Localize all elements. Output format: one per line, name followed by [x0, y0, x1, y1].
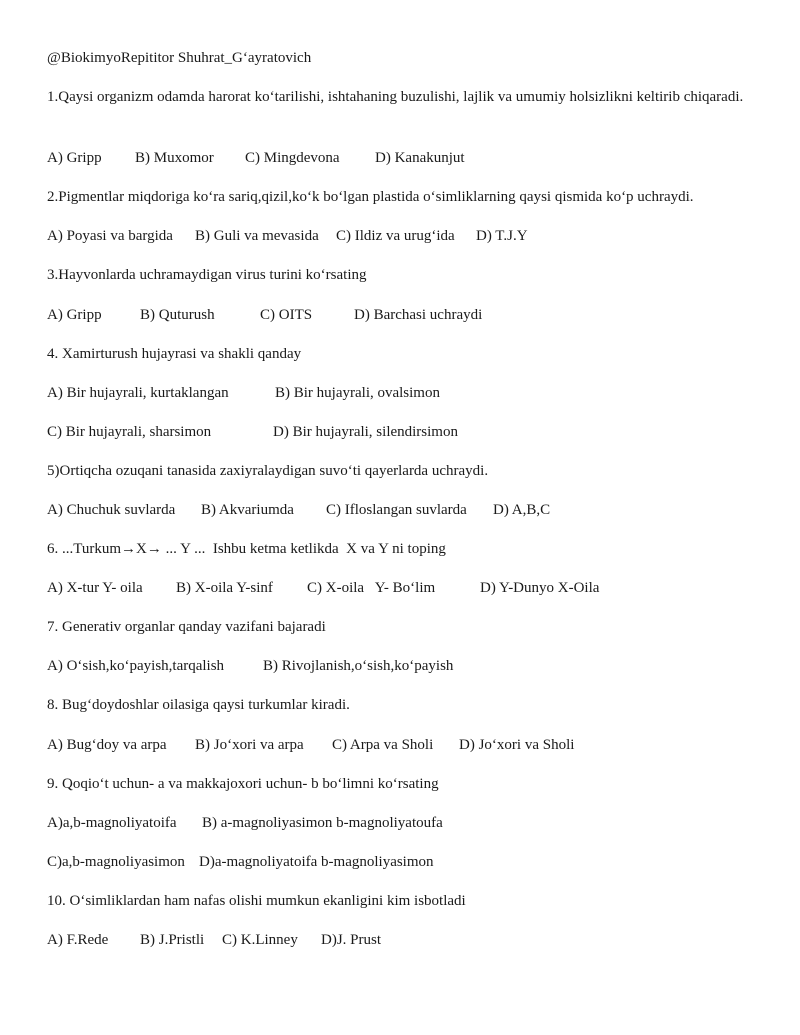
q3-option-a: A) Gripp [47, 307, 102, 323]
question-9-text: 9. Qoqio‘t uchun- a va makkajoxori uchun- b bo‘limni ko‘rsating [47, 776, 439, 792]
q10-option-c: C) K.Linney [222, 932, 298, 948]
q8-option-c: C) Arpa va Sholi [332, 737, 434, 753]
q5-option-d: D) A,B,C [493, 502, 551, 518]
question-4-text: 4. Xamirturush hujayrasi va shakli qanday [47, 346, 302, 362]
question-2-text: 2.Pigmentlar miqdoriga ko‘ra sariq,qizil,ko‘k bo‘lgan plastida o‘simliklarning qaysi qismida ko‘p uchraydi. [47, 189, 694, 205]
q8-option-a: A) Bug‘doy va arpa [47, 737, 167, 753]
q6-option-d: D) Y-Dunyo X-Oila [480, 580, 600, 596]
q9-option-d: D)a-magnoliyatoifa b-magnoliyasimon [199, 854, 434, 870]
question-5-text: 5)Ortiqcha ozuqani tanasida zaxiyralaydigan suvo‘ti qayerlarda uchraydi. [47, 463, 489, 479]
author-header: @BiokimyoRepititor Shuhrat_G‘ayratovich [47, 50, 312, 66]
q1-option-c: C) Mingdevona [245, 150, 340, 166]
q2-option-c: C) Ildiz va urug‘ida [336, 228, 455, 244]
question-10-text: 10. O‘simliklardan ham nafas olishi mumkun ekanligini kim isbotladi [47, 893, 466, 909]
q5-option-a: A) Chuchuk suvlarda [47, 502, 176, 518]
q2-option-b: B) Guli va mevasida [195, 228, 319, 244]
q6-option-c: C) X-oila Y- Bo‘lim [307, 580, 436, 596]
q6-option-b: B) X-oila Y-sinf [176, 580, 273, 596]
q2-option-d: D) T.J.Y [476, 228, 528, 244]
question-3-text: 3.Hayvonlarda uchramaydigan virus turini ko‘rsating [47, 267, 367, 283]
q2-option-a: A) Poyasi va bargida [47, 228, 173, 244]
q1-option-a: A) Gripp [47, 150, 102, 166]
q6-option-a: A) X-tur Y- oila [47, 580, 143, 596]
q5-option-b: B) Akvariumda [201, 502, 294, 518]
q4-option-a: A) Bir hujayrali, kurtaklangan [47, 385, 229, 401]
q5-option-c: C) Ifloslangan suvlarda [326, 502, 467, 518]
q3-option-c: C) OITS [260, 307, 313, 323]
q3-option-d: D) Barchasi uchraydi [354, 307, 483, 323]
q9-option-b: B) a-magnoliyasimon b-magnoliyatoufa [202, 815, 443, 831]
q10-option-a: A) F.Rede [47, 932, 109, 948]
q8-option-d: D) Jo‘xori va Sholi [459, 737, 575, 753]
q9-option-c: C)a,b-magnoliyasimon [47, 854, 185, 870]
q1-option-b: B) Muxomor [135, 150, 214, 166]
question-1-text: 1.Qaysi organizm odamda harorat ko‘tarilishi, ishtahaning buzulishi, lajlik va umumiy holsizlikni keltirib chiqaradi. [47, 89, 744, 105]
q9-option-a: A)a,b-magnoliyatoifa [47, 815, 177, 831]
question-7-text: 7. Generativ organlar qanday vazifani bajaradi [47, 619, 326, 635]
q8-option-b: B) Jo‘xori va arpa [195, 737, 304, 753]
q3-option-b: B) Quturush [140, 307, 215, 323]
q10-option-b: B) J.Pristli [140, 932, 205, 948]
q1-option-d: D) Kanakunjut [375, 150, 465, 166]
q7-option-b: B) Rivojlanish,o‘sish,ko‘payish [263, 658, 454, 674]
q4-option-b: B) Bir hujayrali, ovalsimon [275, 385, 440, 401]
q10-option-d: D)J. Prust [321, 932, 382, 948]
question-6-text: 6. ...Turkum→X→ ... Y ... Ishbu ketma ketlikda X va Y ni toping [47, 541, 446, 557]
q4-option-c: C) Bir hujayrali, sharsimon [47, 424, 212, 440]
question-8-text: 8. Bug‘doydoshlar oilasiga qaysi turkumlar kiradi. [47, 697, 350, 713]
q7-option-a: A) O‘sish,ko‘payish,tarqalish [47, 658, 225, 674]
q4-option-d: D) Bir hujayrali, silendirsimon [273, 424, 458, 440]
